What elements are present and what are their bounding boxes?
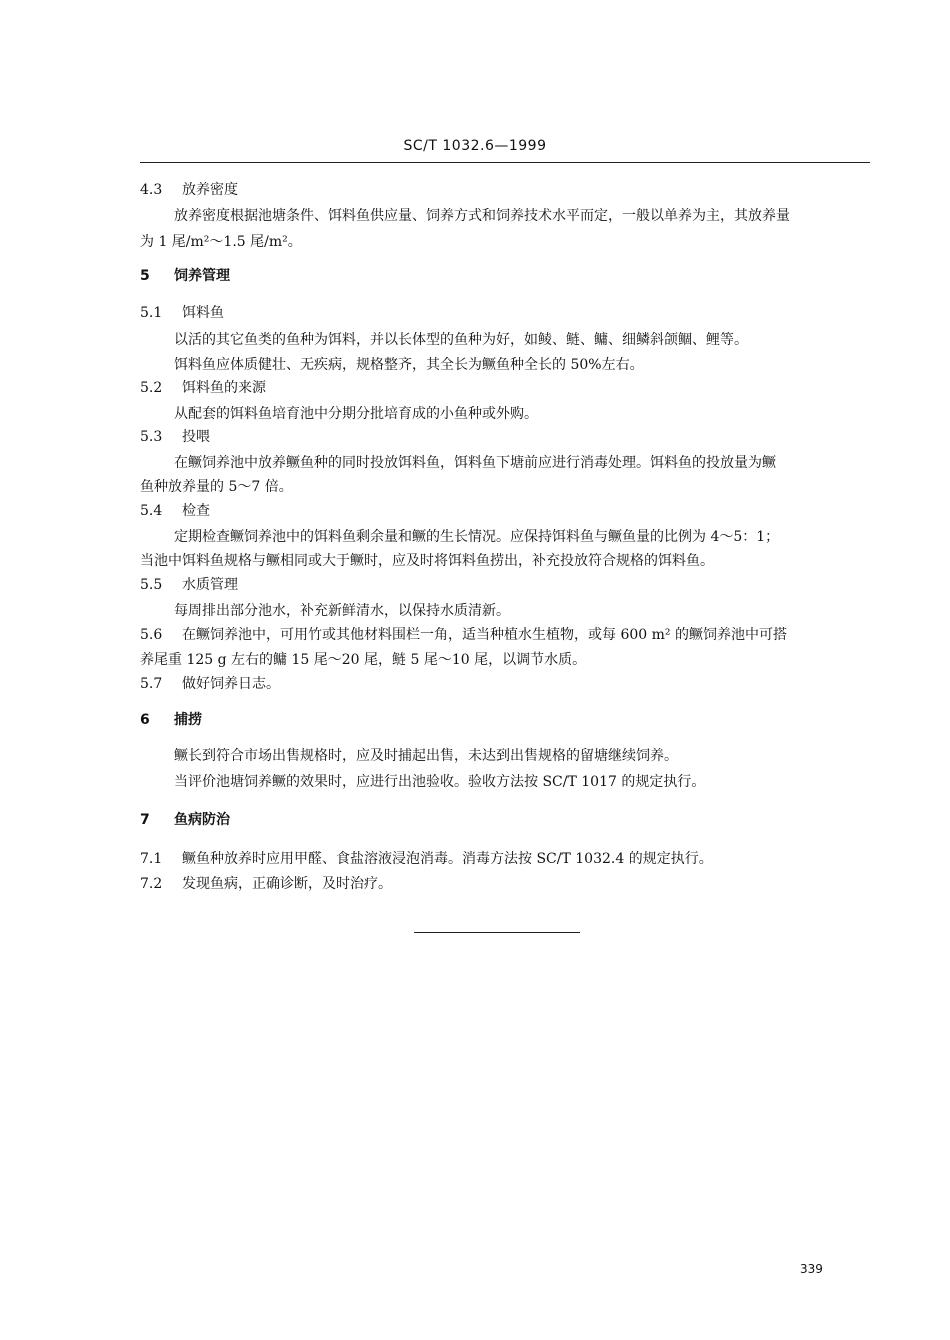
section-6-heading bbox=[140, 710, 202, 730]
section-number: 5 bbox=[140, 268, 150, 284]
section-5-2-heading bbox=[140, 378, 266, 398]
section-title: 饵料鱼的来源 bbox=[182, 380, 266, 396]
section-5-heading bbox=[140, 266, 230, 286]
section-title: 放养密度 bbox=[182, 182, 238, 198]
paragraph-line: 从配套的饵料鱼培育池中分期分批培育成的小鱼种或外购。 bbox=[174, 406, 538, 422]
paragraph-line: 在鳜饲养池中放养鳜鱼种的同时投放饵料鱼，饵料鱼下塘前应进行消毒处理。饵料鱼的投放量为鳜 bbox=[174, 455, 776, 471]
section-number: 5.5 bbox=[140, 577, 163, 593]
section-number: 7 bbox=[140, 812, 150, 828]
section-5-7 bbox=[140, 674, 280, 694]
section-title: 水质管理 bbox=[182, 577, 238, 593]
section-number: 7.1 bbox=[140, 851, 163, 867]
paragraph-line: 鳜鱼种放养时应用甲醛、食盐溶液浸泡消毒。消毒方法按 SC/T 1032.4 的规定执行。 bbox=[182, 851, 713, 867]
section-number: 6 bbox=[140, 712, 150, 728]
section-5-3-heading bbox=[140, 427, 210, 447]
standard-code-header: SC/T 1032.6—1999 bbox=[403, 138, 547, 154]
section-7-heading bbox=[140, 810, 230, 830]
section-title: 检查 bbox=[182, 503, 210, 519]
section-5-6 bbox=[140, 625, 787, 645]
section-4-3-heading bbox=[140, 180, 238, 200]
section-5-1-heading bbox=[140, 303, 224, 323]
section-7-2 bbox=[140, 874, 392, 894]
end-of-document-rule bbox=[414, 932, 580, 933]
header-rule bbox=[140, 162, 870, 163]
section-number: 7.2 bbox=[140, 876, 163, 892]
section-7-1 bbox=[140, 849, 713, 869]
section-number: 5.3 bbox=[140, 429, 163, 445]
section-title: 饲养管理 bbox=[174, 268, 230, 284]
paragraph-line: 当评价池塘饲养鳜的效果时，应进行出池验收。验收方法按 SC/T 1017 的规定执行。 bbox=[174, 774, 706, 790]
paragraph-line: 鳜长到符合市场出售规格时，应及时捕起出售，未达到出售规格的留塘继续饲养。 bbox=[174, 748, 678, 764]
section-number: 5.6 bbox=[140, 627, 163, 643]
paragraph-line: 当池中饵料鱼规格与鳜相同或大于鳜时，应及时将饵料鱼捞出，补充投放符合规格的饵料鱼。 bbox=[140, 553, 714, 569]
paragraph-line: 在鳜饲养池中，可用竹或其他材料围栏一角，适当种植水生植物，或每 600 m² 的鳜饲养池中可搭 bbox=[182, 627, 787, 643]
section-number: 5.4 bbox=[140, 503, 163, 519]
paragraph-line: 养尾重 125 g 左右的鳙 15 尾～20 尾，鲢 5 尾～10 尾，以调节水质。 bbox=[140, 652, 587, 668]
paragraph-line: 定期检查鳜饲养池中的饵料鱼剩余量和鳜的生长情况。应保持饵料鱼与鳜鱼量的比例为 4～5：1； bbox=[174, 529, 780, 545]
paragraph-line: 做好饲养日志。 bbox=[182, 676, 280, 692]
section-number: 5.1 bbox=[140, 305, 163, 321]
paragraph-line: 放养密度根据池塘条件、饵料鱼供应量、饲养方式和饲养技术水平而定，一般以单养为主，其放养量 bbox=[174, 208, 790, 224]
section-5-4-heading bbox=[140, 501, 210, 521]
paragraph-line: 发现鱼病，正确诊断，及时治疗。 bbox=[182, 876, 392, 892]
section-title: 投喂 bbox=[182, 429, 210, 445]
section-number: 4.3 bbox=[140, 182, 163, 198]
section-title: 捕捞 bbox=[174, 712, 202, 728]
page-number: 339 bbox=[800, 1262, 823, 1276]
paragraph-line: 鱼种放养量的 5～7 倍。 bbox=[140, 479, 293, 495]
paragraph-line: 为 1 尾/m²～1.5 尾/m²。 bbox=[140, 234, 302, 250]
paragraph-line: 饵料鱼应体质健壮、无疾病，规格整齐，其全长为鳜鱼种全长的 50%左右。 bbox=[174, 357, 644, 373]
section-number: 5.7 bbox=[140, 676, 163, 692]
section-5-5-heading bbox=[140, 575, 238, 595]
section-title: 饵料鱼 bbox=[182, 305, 224, 321]
section-title: 鱼病防治 bbox=[174, 812, 230, 828]
section-number: 5.2 bbox=[140, 380, 163, 396]
paragraph-line: 以活的其它鱼类的鱼种为饵料，并以长体型的鱼种为好，如鲮、鲢、鳙、细鳞斜颌鲴、鲤等。 bbox=[174, 332, 748, 348]
paragraph-line: 每周排出部分池水，补充新鲜清水，以保持水质清新。 bbox=[174, 603, 510, 619]
